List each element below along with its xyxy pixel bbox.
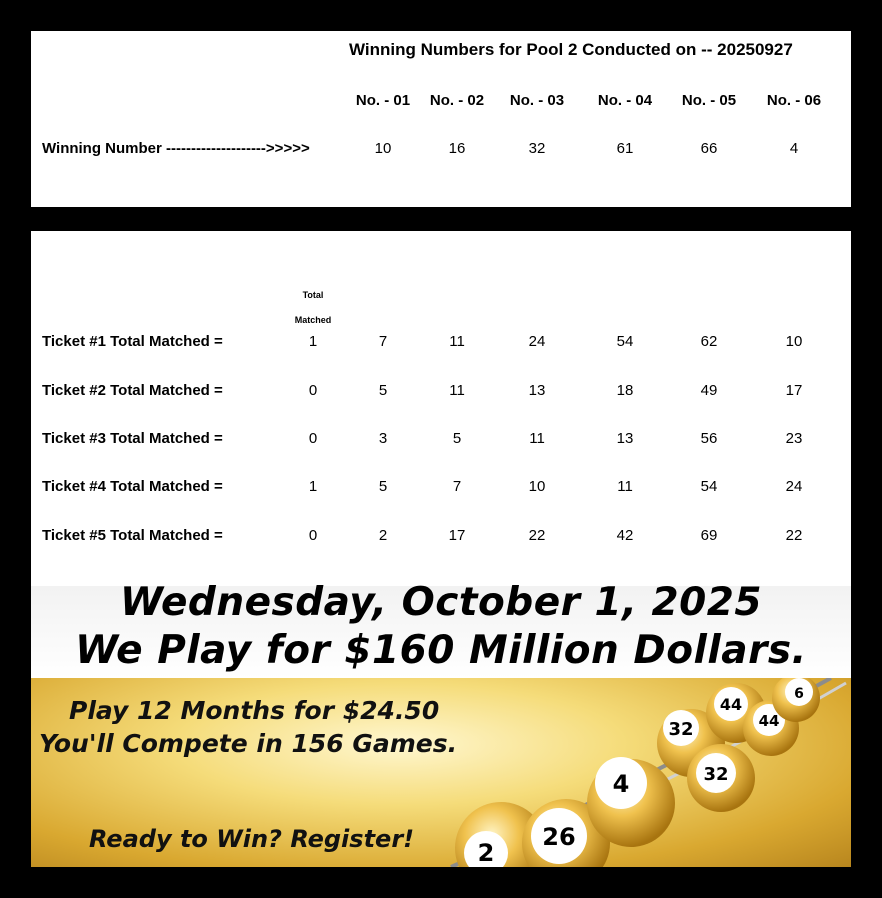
ticket-number: 13	[616, 430, 634, 447]
register-call-to-action[interactable]: Ready to Win? Register!	[89, 825, 415, 853]
winning-number-6: 4	[789, 140, 799, 157]
ticket-number: 17	[785, 382, 803, 399]
results-title: Winning Numbers for Pool 2 Conducted on -- 20250927	[349, 40, 793, 59]
ticket-number: 2	[378, 527, 388, 544]
ticket-number: 5	[452, 430, 462, 447]
draw-date-headline: Wednesday, October 1, 2025	[119, 580, 763, 625]
ticket-row-label: Ticket #3 Total Matched =	[42, 430, 223, 447]
ball-number: 6	[794, 686, 804, 702]
lottery-balls-illustration	[31, 678, 851, 867]
promo-banner	[31, 678, 851, 867]
winning-number-3: 32	[528, 140, 546, 157]
ticket-number: 54	[616, 333, 634, 350]
ticket-number: 23	[785, 430, 803, 447]
winning-number-4: 61	[616, 140, 634, 157]
ticket-row-label: Ticket #5 Total Matched =	[42, 527, 223, 544]
ticket-matched-count: 0	[308, 430, 318, 447]
winning-number-5: 66	[700, 140, 718, 157]
ticket-row-label: Ticket #2 Total Matched =	[42, 382, 223, 399]
column-header-6: No. - 06	[766, 92, 822, 109]
ball-number: 32	[668, 719, 694, 740]
ticket-number: 3	[378, 430, 388, 447]
headline-band	[31, 580, 851, 678]
ticket-matched-count: 1	[308, 478, 318, 495]
ticket-number: 17	[448, 527, 466, 544]
ball-number: 32	[703, 764, 729, 785]
ticket-number: 7	[452, 478, 462, 495]
promo-price-text: Play 12 Months for $24.50	[69, 696, 440, 725]
winning-numbers-panel	[31, 31, 851, 207]
column-header-4: No. - 04	[597, 92, 653, 109]
ticket-number: 54	[700, 478, 718, 495]
jackpot-headline: We Play for $160 Million Dollars.	[75, 628, 807, 673]
winning-number-1: 10	[374, 140, 392, 157]
winning-number-2: 16	[448, 140, 466, 157]
ticket-number: 11	[449, 382, 465, 399]
ticket-number: 22	[785, 527, 803, 544]
column-header-3: No. - 03	[509, 92, 565, 109]
ticket-number: 7	[378, 333, 388, 350]
ticket-row-label: Ticket #4 Total Matched =	[42, 478, 223, 495]
ball-number: 44	[758, 712, 780, 730]
ticket-number: 22	[528, 527, 546, 544]
ticket-number: 11	[617, 478, 633, 495]
ticket-number: 10	[785, 333, 803, 350]
ticket-number: 49	[700, 382, 718, 399]
matched-header-line2: Matched	[294, 315, 332, 325]
ball-number: 2	[477, 839, 495, 867]
ticket-number: 5	[378, 382, 388, 399]
ticket-number: 42	[616, 527, 634, 544]
ball-number: 44	[719, 695, 743, 714]
lottery-ball	[687, 744, 755, 812]
ticket-number: 13	[528, 382, 546, 399]
matched-header-line1: Total	[302, 290, 324, 300]
ticket-number: 18	[616, 382, 634, 399]
ticket-matched-count: 0	[308, 527, 318, 544]
ball-number: 26	[542, 823, 576, 851]
promo-games-text: You'll Compete in 156 Games.	[39, 729, 458, 758]
column-header-2: No. - 02	[429, 92, 485, 109]
ticket-row-label: Ticket #1 Total Matched =	[42, 333, 223, 350]
ticket-number: 62	[700, 333, 718, 350]
ticket-number: 69	[700, 527, 718, 544]
column-header-5: No. - 05	[681, 92, 737, 109]
ticket-number: 10	[528, 478, 546, 495]
ball-number: 4	[612, 770, 630, 798]
ticket-number: 5	[378, 478, 388, 495]
ticket-number: 24	[785, 478, 803, 495]
lottery-ball	[587, 757, 675, 847]
column-header-1: No. - 01	[355, 92, 411, 109]
ticket-number: 11	[529, 430, 545, 447]
ticket-matched-count: 1	[308, 333, 318, 350]
tickets-panel	[31, 231, 851, 586]
ticket-number: 56	[700, 430, 718, 447]
winning-number-label: Winning Number -------------------->>>>>	[42, 140, 310, 157]
ticket-number: 24	[528, 333, 546, 350]
ticket-matched-count: 0	[308, 382, 318, 399]
ticket-number: 11	[449, 333, 465, 350]
